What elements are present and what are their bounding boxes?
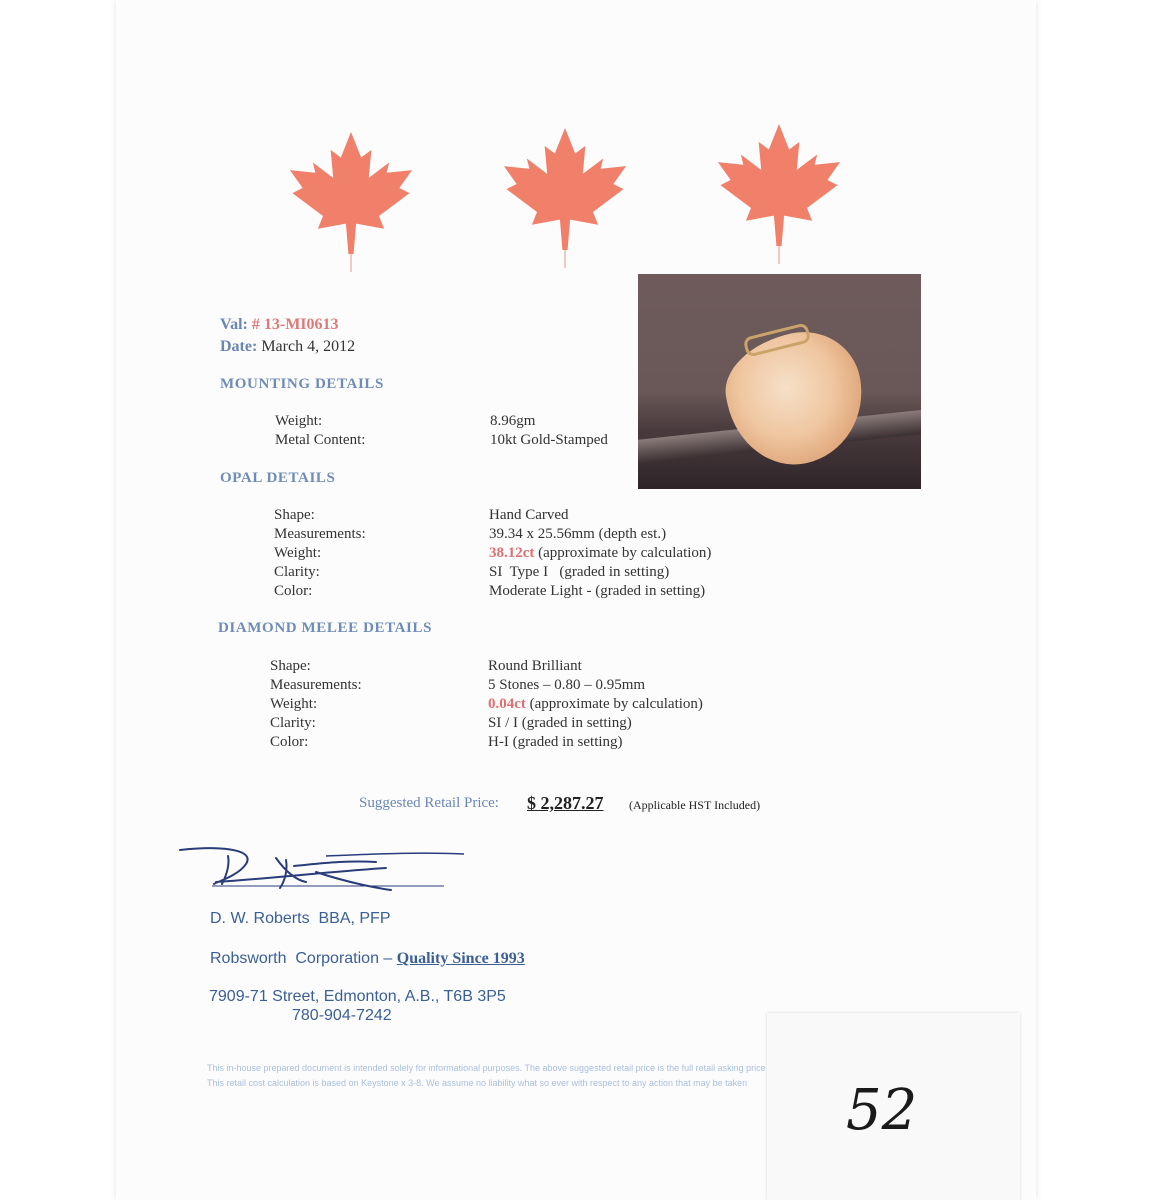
mounting-metal-value: 10kt Gold-Stamped (490, 432, 608, 448)
opal-clarity-label: Clarity: (274, 564, 320, 580)
diamond-shape-label: Shape: (270, 658, 311, 674)
opal-pendant-photo (638, 274, 921, 489)
diamond-clarity-label: Clarity: (270, 715, 316, 731)
opal-clarity-value: SI Type I (graded in setting) (489, 564, 670, 580)
lot-number: 52 (846, 1078, 918, 1143)
date-line (220, 338, 355, 356)
mounting-metal-label: Metal Content: (275, 432, 366, 448)
price-note: (Applicable HST Included) (629, 798, 761, 812)
company-phone: 780-904-7242 (292, 1007, 392, 1024)
date-label: Date: (220, 338, 258, 355)
signer-name: D. W. Roberts BBA, PFP (210, 910, 391, 927)
val-number: # 13-MI0613 (251, 316, 339, 333)
company-address: 7909-71 Street, Edmonton, A.B., T6B 3P5 (209, 988, 506, 1005)
maple-leaf-icon (714, 124, 844, 264)
opal-color-value: Moderate Light - (graded in setting) (489, 583, 706, 599)
company-line (210, 950, 525, 968)
opal-weight-note: (approximate by calculation) (538, 545, 712, 561)
handwritten-signature (176, 842, 466, 898)
maple-leaf-icon (500, 128, 630, 268)
disclaimer-line-1: This in-house prepared document is intended solely for informational purposes. The above suggested retail price is the full retail asking price (207, 1063, 766, 1073)
val-label: Val: (220, 316, 248, 333)
section-title-opal: OPAL DETAILS (220, 470, 336, 486)
section-title-mounting: MOUNTING DETAILS (220, 376, 384, 392)
diamond-weight-note: (approximate by calculation) (529, 696, 703, 712)
diamond-shape-value: Round Brilliant (488, 658, 582, 674)
mounting-weight-label: Weight: (275, 413, 323, 429)
diamond-color-label: Color: (270, 734, 309, 750)
opal-weight-value (489, 545, 711, 562)
diamond-measurements-value: 5 Stones – 0.80 – 0.95mm (488, 677, 646, 693)
diamond-weight-value (488, 696, 703, 713)
mounting-weight-value: 8.96gm (490, 413, 536, 429)
price-amount: $ 2,287.27 (527, 793, 604, 813)
opal-color-label: Color: (274, 583, 313, 599)
section-title-diamond: DIAMOND MELEE DETAILS (218, 620, 433, 636)
diamond-clarity-value: SI / I (graded in setting) (488, 715, 632, 731)
opal-weight-carat: 38.12ct (489, 545, 535, 561)
opal-shape-value: Hand Carved (489, 507, 569, 523)
diamond-weight-label: Weight: (270, 696, 318, 712)
opal-measurements-value: 39.34 x 25.56mm (depth est.) (489, 526, 667, 542)
valuation-number (220, 316, 339, 334)
disclaimer-line-2: This retail cost calculation is based on Keystone x 3-8. We assume no liability what so ever with respect to any action that may be taken (207, 1078, 748, 1088)
company-name: Robsworth Corporation – (210, 950, 393, 967)
opal-weight-label: Weight: (274, 545, 322, 561)
diamond-measurements-label: Measurements: (270, 677, 362, 693)
diamond-color-value: H-I (graded in setting) (488, 734, 623, 750)
price-label: Suggested Retail Price: (359, 795, 499, 811)
date-value: March 4, 2012 (261, 338, 356, 355)
quality-tagline: Quality Since 1993 (396, 950, 525, 967)
opal-shape-label: Shape: (274, 507, 315, 523)
diamond-weight-carat: 0.04ct (488, 696, 526, 712)
maple-leaf-icon (286, 132, 416, 272)
opal-measurements-label: Measurements: (274, 526, 366, 542)
